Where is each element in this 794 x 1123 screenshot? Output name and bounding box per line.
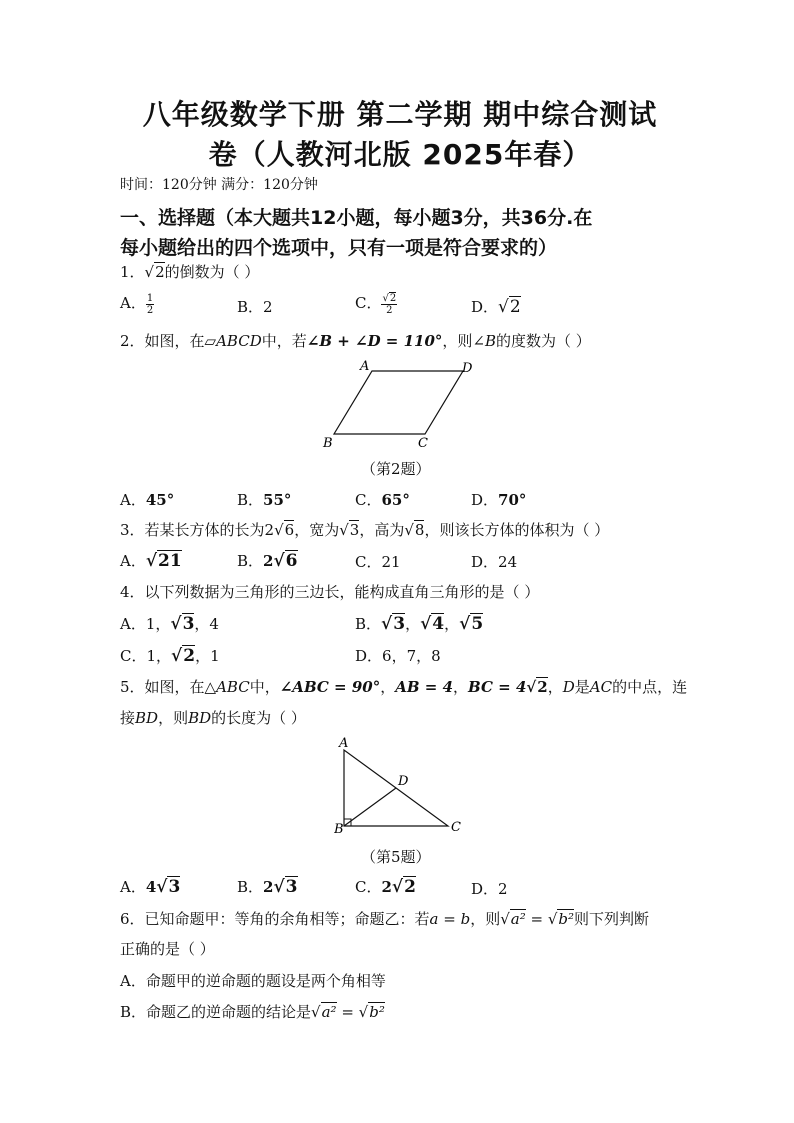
q4-option-a: A．1，√3，4 (120, 614, 219, 634)
right-triangle-figure (334, 734, 472, 838)
q4-option-c: C．1，√2，1 (120, 646, 220, 666)
q1-option-d: D．√2 (471, 297, 521, 317)
segment-bd (344, 788, 396, 826)
time-info: 时间：120分钟 满分：120分钟 (120, 177, 318, 193)
q5-option-d: D．2 (471, 880, 508, 898)
q2-option-d: D．70° (471, 491, 527, 509)
section1-heading-line1: 一、选择题（本大题共12小题，每小题3分，共36分.在 (120, 207, 593, 229)
q2-option-b: B．55° (237, 491, 292, 509)
figure-5-caption: （第5题） (361, 848, 431, 866)
sqrt-2: √2 (144, 263, 165, 281)
q3-option-b: B．2√6 (237, 551, 298, 571)
q4-option-b: B．√3，√4，√5 (355, 614, 484, 634)
question-2: 2．如图，在▱ABCD中，若∠B + ∠D = 110°，则∠B的度数为（ ） (120, 332, 591, 350)
parallelogram-abcd (334, 371, 463, 434)
q5-option-a: A．4√3 (120, 877, 181, 897)
label-b: B (334, 822, 344, 837)
exam-title-line2: 卷（人教河北版 2025年春） (208, 138, 592, 171)
fraction-one-half: $\frac{1}{2}$ (146, 292, 154, 316)
q1-option-c: C． $\frac{√2}{2}$ (355, 292, 397, 316)
label-a: A (339, 736, 349, 751)
q6-option-a: A．命题甲的逆命题的题设是两个角相等 (120, 972, 386, 990)
q3-option-a: A．√21 (120, 551, 182, 571)
section1-heading-line2: 每小题给出的四个选项中，只有一项是符合要求的） (120, 237, 558, 259)
question-6-line1: 6．已知命题甲：等角的余角相等；命题乙：若a = b，则√a² = √b²则下列判断 (120, 910, 650, 928)
label-a: A (360, 359, 370, 374)
q2-option-a: A．45° (120, 491, 175, 509)
label-d: D (398, 774, 409, 789)
label-c: C (451, 820, 461, 835)
parallelogram-figure (318, 356, 478, 452)
q4-option-d: D．6，7，8 (355, 647, 441, 665)
label-c: C (418, 436, 428, 451)
fraction-sqrt2-over-2: $\frac{√2}{2}$ (382, 292, 397, 316)
question-1: 1．√2的倒数为（ ） (120, 263, 260, 281)
question-4: 4．以下列数据为三角形的三边长，能构成直角三角形的是（ ） (120, 583, 540, 601)
q1-option-b: B．2 (237, 298, 273, 316)
question-5-line1: 5．如图，在△ABC中，∠ABC = 90°，AB = 4，BC = 4√2，D是AC的中点，连 (120, 678, 688, 696)
question-5-line2: 接BD，则BD的长度为（ ） (120, 709, 306, 727)
q6-option-b: B．命题乙的逆命题的结论是√a² = √b² (120, 1003, 385, 1021)
q3-option-d: D．24 (471, 553, 518, 571)
label-b: B (323, 436, 333, 451)
question-3: 3．若某长方体的长为2√6，宽为√3，高为√8，则该长方体的体积为（ ） (120, 521, 610, 539)
question-6-line2: 正确的是（ ） (120, 940, 215, 958)
label-d: D (462, 361, 473, 376)
figure-2-caption: （第2题） (361, 460, 431, 478)
q2-option-c: C．65° (355, 491, 410, 509)
q1-option-a: A． $\frac{1}{2}$ (120, 292, 154, 316)
q5-option-b: B．2√3 (237, 877, 298, 897)
q3-option-c: C．21 (355, 553, 401, 571)
q5-option-c: C．2√2 (355, 877, 416, 897)
exam-title-line1: 八年级数学下册 第二学期 期中综合测试 (142, 98, 658, 131)
